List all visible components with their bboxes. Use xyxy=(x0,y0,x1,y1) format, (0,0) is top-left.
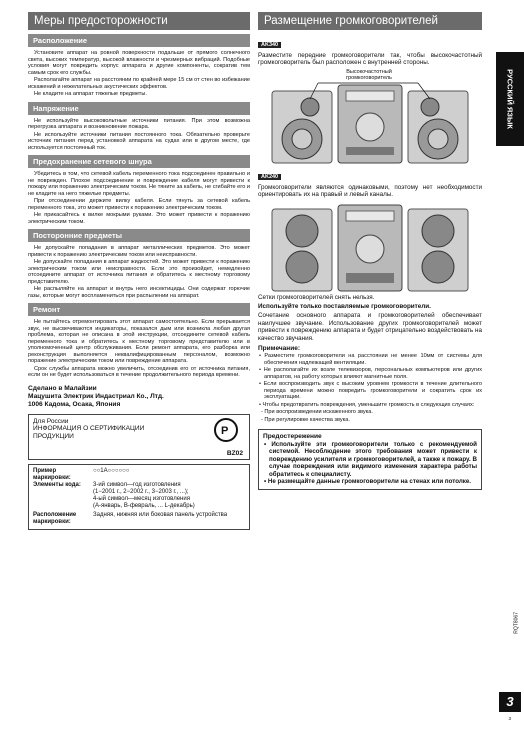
marking-code-values xyxy=(93,482,245,510)
caution-heading: Предостережение xyxy=(263,433,322,441)
note-item-1: • Разместите громкоговорители на расстоянии не менее 10мм от системы для обеспечения надлежащей вентиляции. xyxy=(259,353,482,366)
marking-place-row xyxy=(33,512,245,526)
model-tag-ak340: AK340 xyxy=(258,42,281,48)
repair-heading: Ремонт xyxy=(28,303,250,316)
left-column xyxy=(28,12,250,530)
voltage-heading: Напряжение xyxy=(28,102,250,115)
cert-mark-glyph: Р xyxy=(221,424,229,437)
repair-para-1: Не пытайтесь отремонтировать этот аппарат самостоятельно. Если прерывается звук, не высвечиваются индикаторы, показался дым или возникла любая другая проблема, которая не описана в этой инструкции, отсоедините сетевой кабель переменного тока и обратитесь к местному торговому представителю или в уполномоченный центр обслуживания. Если ремонт аппарата, его разборка или реконструкция выполняется неквалифицированным персоналом, возможно поражение электрическим током или повреждение аппарата. xyxy=(28,319,250,364)
combination-text: Сочетание основного аппарата и громкоговорителей обеспечивает наилучшее звучание. Использование других громкоговорителей может привести к повреждению аппарата и будет отрицательно воздействовать на качество звучания. xyxy=(258,312,482,342)
ak240-instructions: Громкоговорители являются одинаковыми, поэтому нет необходимости ориентировать их на правый и левый каналы. xyxy=(258,183,482,199)
note-dash-2: - При регулировке качества звука. xyxy=(261,416,350,423)
note-item-4: • Чтобы предотвратить повреждения, уменьшите громкость в следующих случаях: xyxy=(259,401,475,408)
marking-place-label: Расположение маркировки: xyxy=(33,511,77,525)
certification-box xyxy=(28,414,250,460)
model-tag-ak240: AK240 xyxy=(258,174,281,180)
manufacturer-address xyxy=(28,385,250,409)
code-line-4: (А-январь, В-февраль, ... L-декабрь) xyxy=(93,502,195,509)
voltage-para-1: Не используйте высоковольтные источники питания. При этом возможна перегрузка аппарата и возникновение пожара. xyxy=(28,117,250,130)
foreign-objects-heading: Посторонние предметы xyxy=(28,229,250,242)
location-para-2: Располагайте аппарат на расстоянии по крайней мере 15 см от стен во избежание искажений и нежелательных акустических эффектов. xyxy=(28,77,250,90)
precautions-title: Меры предосторожности xyxy=(28,12,250,30)
caution-item-2: • Не размещайте данные громкоговорители на стенах или потолке. xyxy=(264,478,472,486)
caution-item-1: • Используйте эти громкоговорители только с рекомендуемой системой. Несоблюдение этого требования может привести к повреждению усилителя и громкоговорителей, а также к пожару. В случае повреждения или видимого изменения характера работы обратитесь к специалисту. xyxy=(264,441,477,478)
cert-line-1: Для России xyxy=(33,417,69,425)
use-supplied-speakers: Используйте только поставляемые громкоговорители. xyxy=(258,303,431,311)
code-line-2: (1−2001 г., 2−2002 г., 3−2003 г., ...); xyxy=(93,488,189,495)
document-id: RQT8067 xyxy=(514,612,520,634)
location-para-3: Не кладите на аппарат тяжелые предметы. xyxy=(34,91,147,97)
address-line-1: Сделано в Малайзии xyxy=(28,384,97,392)
grilles-note: Сетки громкоговорителей снять нельзя. xyxy=(258,293,375,301)
cord-para-3: Не прикасайтесь к вилке мокрыми руками. Это может привести к поражению электрическим током. xyxy=(28,212,250,225)
foreign-para-1: Не допускайте попадания в аппарат металлических предметов. Это может привести к поражению электрическим током или неисправности. xyxy=(28,245,250,258)
cert-line-2: ИНФОРМАЦИЯ О СЕРТИФИКАЦИИ ПРОДУКЦИИ xyxy=(33,425,145,440)
cord-para-1: Убедитесь в том, что сетевой кабель переменного тока подсоединен правильно и не поврежден. Плохое подсоединение и повреждение кабеля могут привести к пожару или поражению электрическим током. Не тяните за кабель, не сгибайте его и не кладите на него тяжелые предметы. xyxy=(28,171,250,197)
marking-example-row xyxy=(33,468,245,482)
ak240-speakers-drawing xyxy=(258,201,482,293)
address-line-2: Мацушита Электрик Индастриал Ко., Лтд. xyxy=(28,392,164,400)
cord-para-2: При отсоединении держите вилку кабеля. Если тянуть за сетевой кабель переменного тока, это может привести к поражению электрическим током. xyxy=(28,198,250,211)
language-label: РУССКИЙ ЯЗЫК xyxy=(505,69,515,129)
ak340-speakers-drawing xyxy=(258,69,482,165)
code-line-3: 4-ый символ—месяц изготовления xyxy=(93,495,190,502)
certification-mark-icon xyxy=(213,418,239,442)
speaker-placement-title: Размещение громкоговорителей xyxy=(258,12,482,30)
foreign-para-2: Не допускайте попадания в аппарат жидкостей. Это может привести к поражению электрическим током или неисправности. Если это произойдет, немедленно отсоедините аппарат от источника питания и обратитесь к местному торговому представителю. xyxy=(28,259,250,285)
small-page-number: 3 xyxy=(508,716,511,721)
location-para-1: Установите аппарат на ровной поверхности подальше от прямого солнечного света, высоких температур, высокой влажности и чрезмерных вибраций. Подобные условия могут повредить корпус аппарата и другие компоненты, сократив тем самым срок его службы. xyxy=(28,50,250,76)
location-heading: Расположение xyxy=(28,34,250,47)
ak240-system-illustration xyxy=(258,201,482,293)
marking-example-label: Пример маркировки: xyxy=(33,467,71,481)
marking-example-value: ○○1А○○○○○○ xyxy=(93,467,130,474)
marking-box xyxy=(28,464,250,530)
foreign-para-3: Не распыляйте на аппарат и внутрь него инсектициды. Они содержат горючие газы, которые могут воспламениться при распылении на аппарат. xyxy=(28,286,250,299)
note-heading: Примечание: xyxy=(258,345,300,353)
marking-code-label: Элементы кода: xyxy=(33,481,81,488)
ak340-system-illustration xyxy=(258,69,482,165)
ak340-instructions: Разместите передние громкоговорители так, чтобы высокочастотный громкоговоритель был расположен с внутренней стороны. xyxy=(258,52,482,67)
marking-code-row xyxy=(33,482,245,510)
note-item-3: • Если воспроизводить звук с высоким уровнем громкости в течение длительного периода времени можно повредить громкоговорители и сократить срок их эксплуатации. xyxy=(259,381,482,401)
right-column xyxy=(258,12,482,490)
tweeter-callout: Высокочастотный громкоговоритель xyxy=(334,69,404,81)
note-item-2: • Не располагайте их возле телевизоров, персональных компьютеров или других аппаратов, на работу которых влияют магнитные поля. xyxy=(259,367,482,380)
voltage-para-2: Не используйте источники питания постоянного тока. Обязательно проверьте источник питания перед установкой аппарата на судах или в другом месте, где используется постоянный ток. xyxy=(28,131,250,151)
marking-place-value: Задняя, нижняя или боковая панель устройства xyxy=(93,511,228,518)
page-number: 3 xyxy=(499,692,521,712)
address-line-3: 1006 Кадома, Осака, Япония xyxy=(28,400,121,408)
caution-box xyxy=(258,429,482,489)
language-side-tab xyxy=(496,52,524,146)
note-dash-1: - При воспроизведении искаженного звука. xyxy=(261,409,373,416)
cord-heading: Предохранение сетевого шнура xyxy=(28,155,250,168)
repair-para-2: Срок службы аппарата можно увеличить, отсоединив его от источника питания, если он не будет использоваться в течение продолжительного периода времени. xyxy=(28,365,250,378)
cert-code: BZ02 xyxy=(226,449,243,457)
code-line-1: 3-ий символ—год изготовления xyxy=(93,481,181,488)
